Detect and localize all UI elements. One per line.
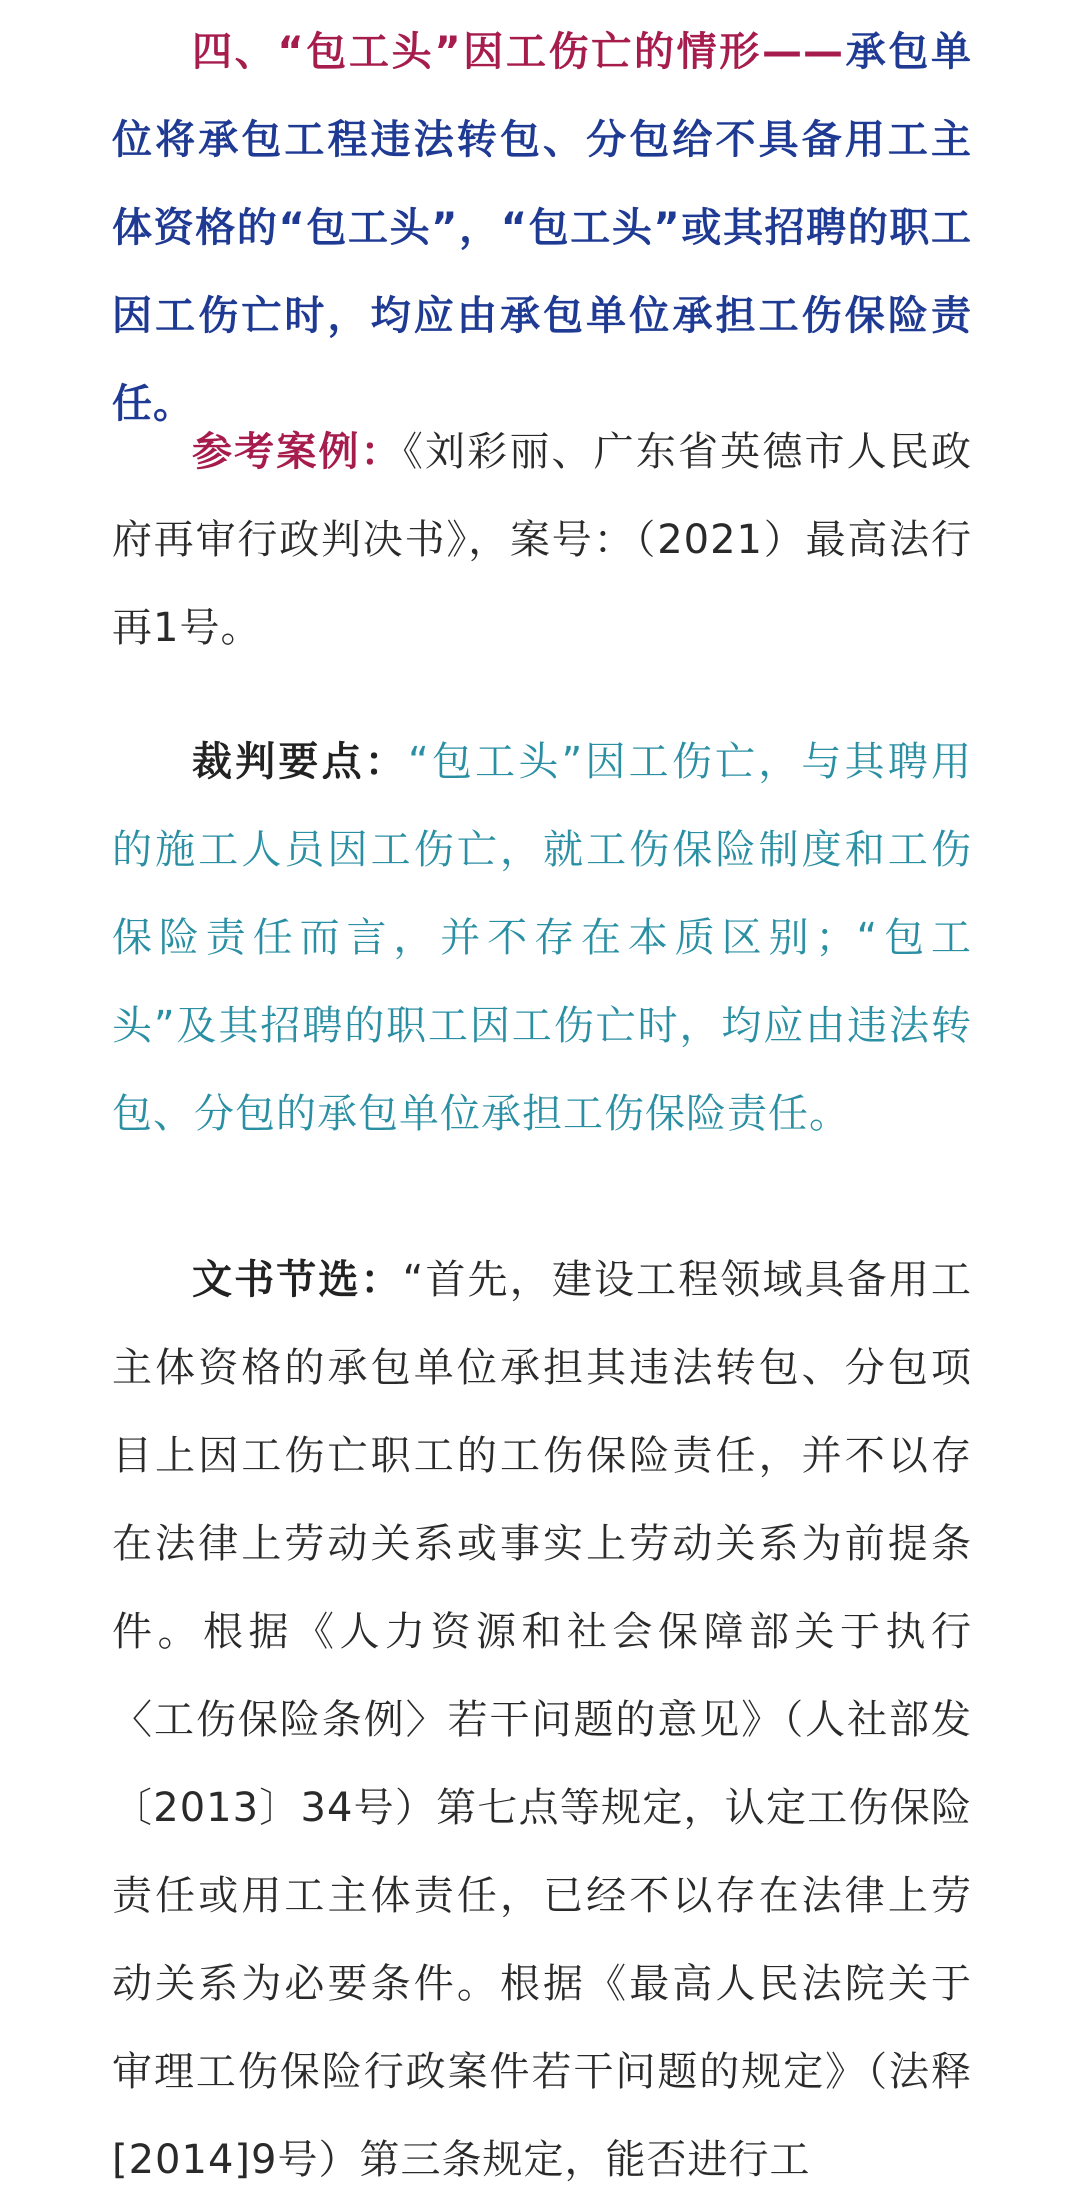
holding-text: “包工头”因工伤亡，与其聘用的施工人员因工伤亡，就工伤保险制度和工伤保险责任而言，并不存在本质区别；“包工头”及其招聘的职工因工伤亡时，均应由违法转包、分包的承包单位承担工伤保险责任。 bbox=[112, 739, 973, 1137]
heading-body: 承包单位将承包工程违法转包、分包给不具备用工主体资格的“包工头”，“包工头”或其招聘的职工因工伤亡时，均应由承包单位承担工伤保险责任。 bbox=[112, 29, 972, 427]
excerpt-text: “首先，建设工程领域具备用工主体资格的承包单位承担其违法转包、分包项目上因工伤亡职工的工伤保险责任，并不以存在法律上劳动关系或事实上劳动关系为前提条件。根据《人力资源和社会保障部关于执行〈工伤保险条例〉若干问题的意见》（人社部发〔2013〕34号）第七点等规定，认定工伤保险责任或用工主体责任，已经不以存在法律上劳动关系为必要条件。根据《最高人民法院关于审理工伤保险行政案件若干问题的规定》（法释[2014]9号）第三条规定，能否进行工 bbox=[112, 1257, 972, 2183]
excerpt-paragraph bbox=[112, 1236, 972, 2204]
excerpt-label: 文书节选： bbox=[192, 1257, 403, 1303]
holding-paragraph bbox=[112, 718, 972, 1158]
section-heading bbox=[112, 8, 972, 448]
reference-case-paragraph bbox=[112, 408, 972, 672]
heading-prefix: 四、“包工头”因工伤亡的情形—— bbox=[192, 29, 844, 75]
reference-case-label: 参考案例： bbox=[192, 429, 403, 475]
holding-label: 裁判要点： bbox=[192, 739, 408, 785]
reference-case-text: 《刘彩丽、广东省英德市人民政府再审行政判决书》，案号：（2021）最高法行再1号。 bbox=[112, 429, 973, 651]
